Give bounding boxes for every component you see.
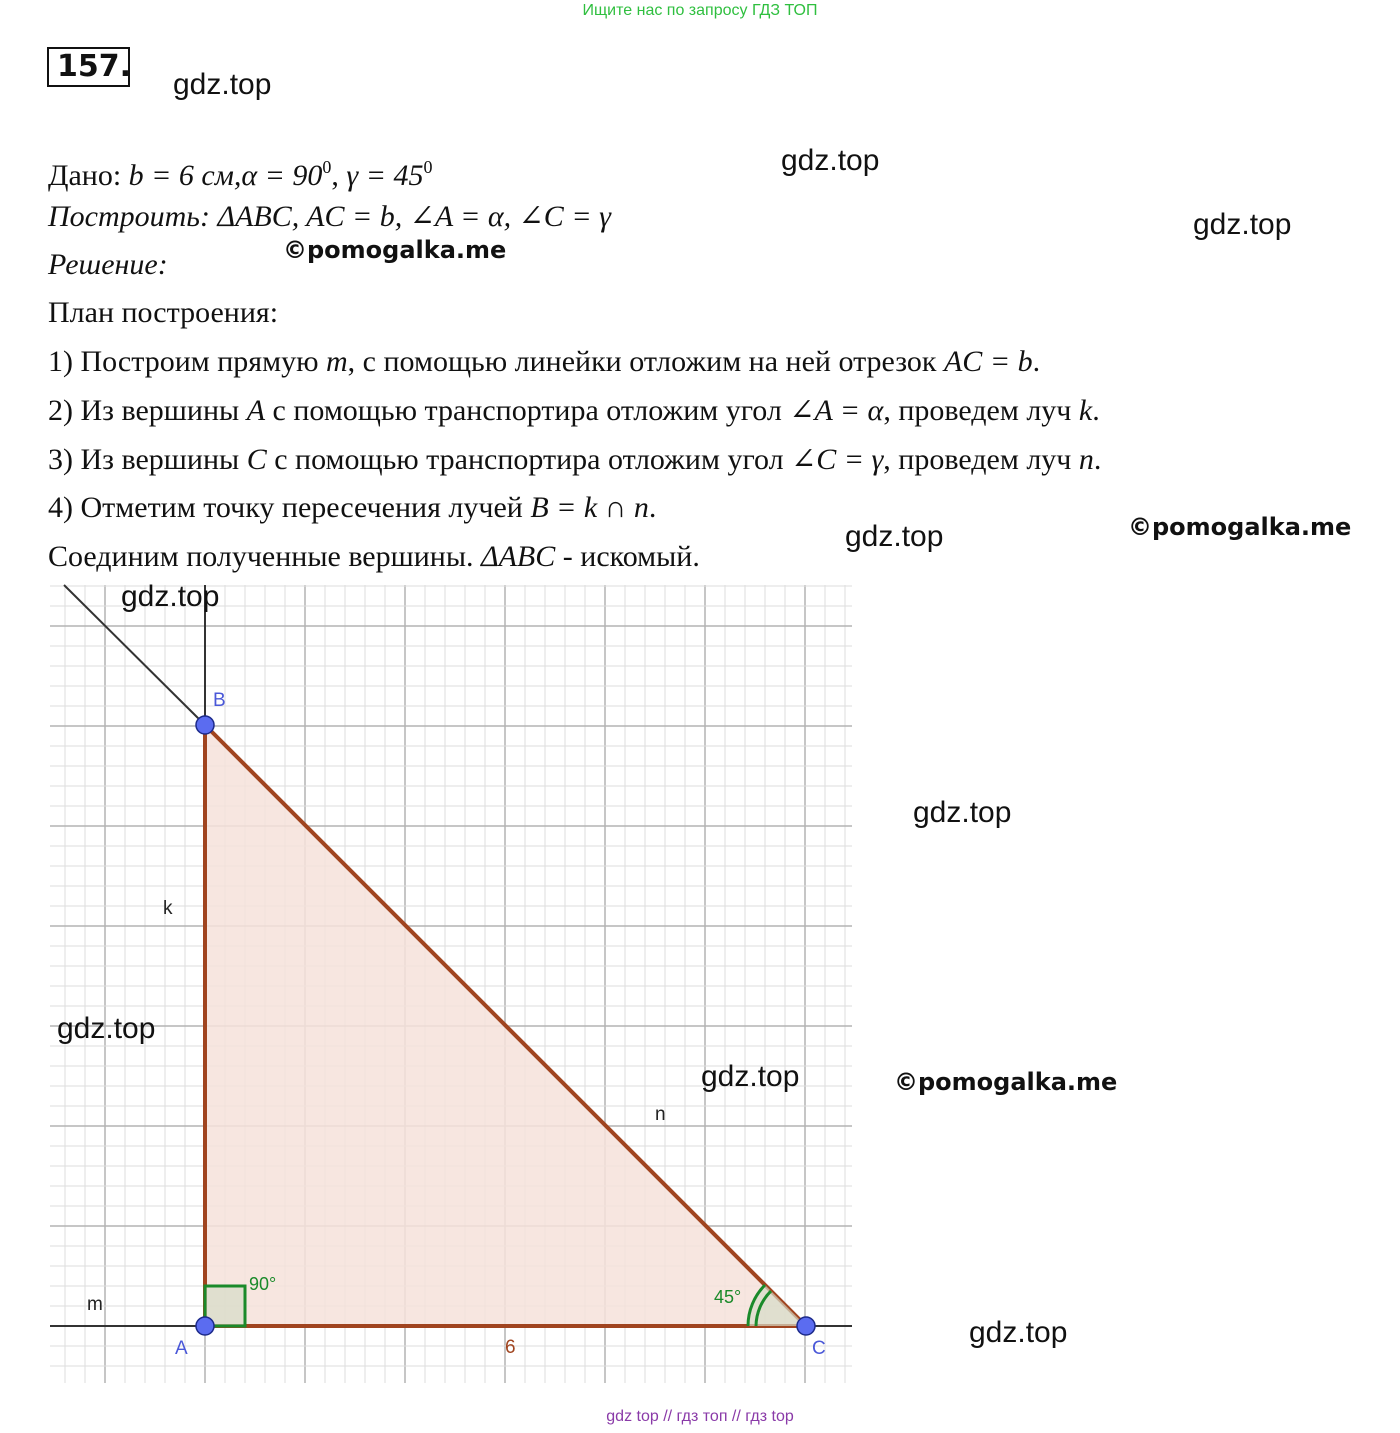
watermark-gdz: gdz.top	[57, 1012, 156, 1045]
step-math: ∠C = γ	[791, 443, 884, 476]
step-math: n	[1078, 443, 1094, 476]
point-b	[196, 716, 214, 734]
step-math: A	[246, 394, 266, 427]
conclusion-text: - искомый.	[555, 540, 700, 573]
watermark-gdz: gdz.top	[913, 796, 1012, 829]
watermark-gdz: gdz.top	[1193, 208, 1292, 241]
conclusion-math: ΔABC	[481, 540, 556, 573]
step-math: k	[1078, 394, 1093, 427]
construct-body: : ΔABC, AC = b, ∠A = α, ∠C = γ	[199, 200, 611, 233]
solution-label: Решение:	[48, 248, 168, 281]
step-text: , проведем луч	[883, 443, 1079, 476]
label-m: m	[87, 1294, 103, 1315]
step-text: с помощью транспортира отложим угол	[265, 394, 790, 427]
step-math: C	[246, 443, 267, 476]
step-text: 3) Из вершины	[48, 443, 247, 476]
footer-links: gdz top // гдз топ // гдз top	[606, 1408, 794, 1425]
construct-label: Построить	[48, 200, 200, 233]
given-label: Дано:	[48, 159, 122, 192]
point-c	[797, 1317, 815, 1335]
label-angle-a: 90°	[249, 1274, 277, 1294]
watermark-gdz: gdz.top	[121, 580, 220, 613]
label-side-ac: 6	[505, 1337, 516, 1358]
watermark-gdz: gdz.top	[969, 1316, 1068, 1349]
step-text: .	[1092, 394, 1100, 427]
given-comma: ,	[331, 159, 339, 192]
step-math: m	[325, 345, 348, 378]
plan-title: План построения:	[48, 296, 279, 329]
step-text: .	[1032, 345, 1041, 378]
step-text: .	[648, 491, 657, 524]
watermark-gdz: gdz.top	[845, 520, 944, 553]
label-n: n	[655, 1104, 666, 1125]
watermark-gdz: gdz.top	[781, 144, 880, 177]
degree-sup: 0	[322, 157, 332, 177]
step-math: AC = b	[943, 345, 1033, 378]
step-text: , с помощью линейки отложим на ней отрезок	[347, 345, 944, 378]
label-k: k	[163, 898, 173, 919]
task-number: 157.	[47, 47, 130, 87]
top-banner: Ищите нас по запросу ГДЗ ТОП	[582, 2, 818, 19]
watermark-pomogalka: ©pomogalka.me	[1128, 513, 1352, 541]
degree-sup: 0	[423, 157, 433, 177]
watermark-gdz: gdz.top	[173, 68, 272, 101]
step-text: с помощью транспортира отложим угол	[266, 443, 792, 476]
label-b: B	[213, 690, 226, 711]
watermark-pomogalka: ©pomogalka.me	[894, 1068, 1118, 1096]
step-math: ∠A = α	[789, 394, 884, 427]
watermark-pomogalka: ©pomogalka.me	[283, 236, 507, 264]
point-a	[196, 1317, 214, 1335]
given-gamma: γ = 45	[346, 159, 424, 192]
given-alpha: α = 90	[241, 159, 323, 192]
watermark-gdz: gdz.top	[701, 1060, 800, 1093]
label-c: C	[812, 1338, 826, 1359]
label-a: A	[175, 1338, 188, 1359]
step-text: .	[1093, 443, 1102, 476]
step-text: , проведем луч	[883, 394, 1079, 427]
step-text: 4) Отметим точку пересечения лучей	[48, 491, 531, 524]
step-text: 1) Построим прямую	[48, 345, 326, 378]
label-angle-c: 45°	[714, 1287, 742, 1307]
conclusion-text: Соединим полученные вершины.	[48, 540, 481, 573]
step-math: B = k ∩ n	[530, 491, 649, 524]
step-text: 2) Из вершины	[48, 394, 247, 427]
given-b: b = 6 см,	[128, 159, 242, 192]
